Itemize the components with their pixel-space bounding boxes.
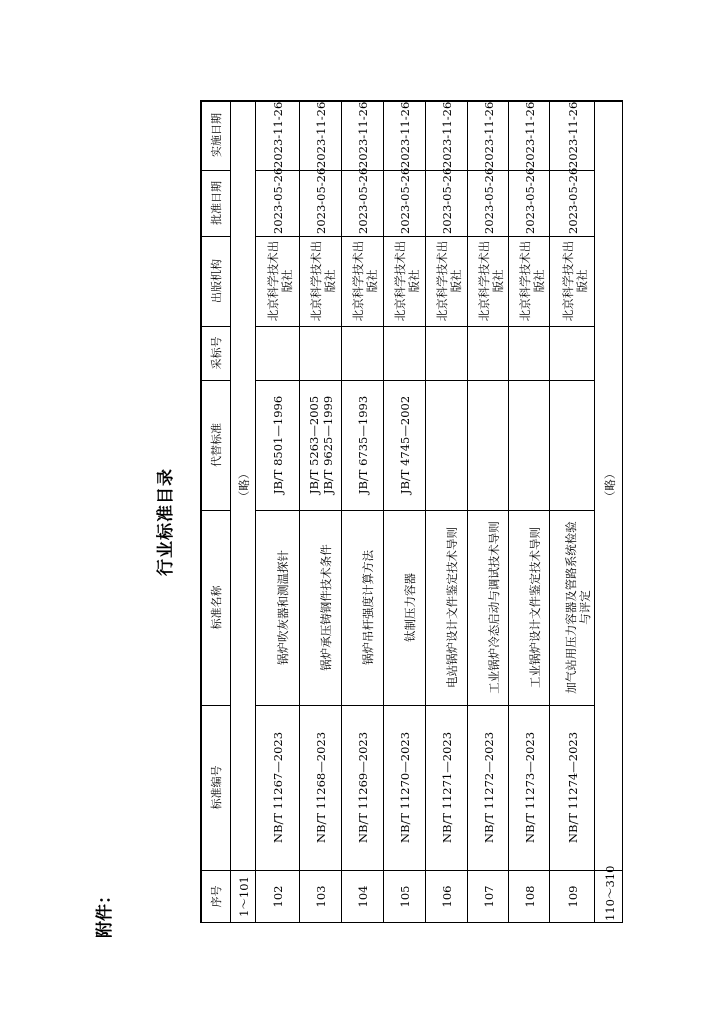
row-106-seq [425,870,467,923]
row-102-approval [255,167,299,236]
row-105-publisher-text: 北京科学技术出版社 [393,240,421,322]
row-105-seq-text: 105 [398,885,413,908]
row-103-code [299,705,341,870]
header-approval [200,170,230,236]
row-102-code-text: NB/T 11267—2023 [271,731,286,844]
row-109-name-text: 加气站用压力容器及管路系统检验与评定 [563,521,592,694]
row-108-replace [508,380,549,510]
row-104-publisher [341,236,383,326]
row-102-name-text: 锅炉吹灰器和测温探针 [276,550,291,665]
row-109-adopt [549,326,594,380]
row-103-publisher-text: 北京科学技术出版社 [309,240,337,322]
omitted-bottom-note-text: （略） [602,467,617,503]
row-104-name-text: 锅炉吊杆强度计算方法 [361,550,376,665]
row-102-replace-line: JB/T 8501—1996 [271,395,286,495]
header-seq [200,870,230,923]
row-108-publisher [508,236,549,326]
header-name [200,510,230,705]
row-108-publisher-text: 北京科学技术出版社 [517,240,546,322]
row-107-seq-text: 107 [481,885,496,908]
row-108-adopt [508,326,549,380]
row-107-impl [467,100,508,170]
row-104-seq-text: 104 [356,885,371,908]
row-107-code [467,705,508,870]
row-103-seq [299,870,341,923]
row-109-publisher [549,236,594,326]
omitted-top-seq [230,870,255,923]
header-adopt [200,326,230,380]
header-publisher-text: 出版机构 [210,259,224,303]
row-107-code-text: NB/T 11272—2023 [481,731,496,844]
row-102-replace [255,380,299,510]
header-replace [200,380,230,510]
row-103-replace-line: JB/T 5263—2005 [307,395,322,495]
row-106-name [425,510,467,705]
row-106-adopt [425,326,467,380]
row-107-adopt [467,326,508,380]
row-103-seq-text: 103 [314,885,329,908]
row-107-approval [467,167,508,236]
row-107-impl-text: 2023-11-26 [481,101,496,168]
omitted-bottom-seq-text: 110～310 [602,865,617,921]
row-102-adopt [255,326,299,380]
row-108-code-text: NB/T 11273—2023 [522,731,537,844]
omitted-top-note-text: （略） [236,467,251,503]
row-103-name-text: 锅炉承压铸钢件技术条件 [319,544,334,671]
row-105-approval-text: 2023-05-26 [398,167,413,234]
row-105-replace [383,380,425,510]
row-106-approval-text: 2023-05-26 [440,167,455,234]
row-109-code-text: NB/T 11274—2023 [565,731,580,844]
row-108-name-text: 工业锅炉设计文件鉴定技术导则 [527,527,542,688]
row-105-impl [383,100,425,170]
row-109-impl [549,100,594,170]
row-104-approval [341,167,383,236]
header-approval-text: 批准日期 [210,181,224,225]
header-adopt-text: 采标号 [210,336,224,370]
row-108-impl-text: 2023-11-26 [522,101,537,168]
row-106-approval [425,167,467,236]
omitted-top-seq-text: 1～101 [236,876,251,917]
row-106-seq-text: 106 [440,885,455,908]
row-105-seq [383,870,425,923]
row-105-name-text: 钛制压力容器 [403,573,418,642]
header-publisher [200,236,230,326]
omitted-top-note [230,100,255,870]
row-106-publisher-text: 北京科学技术出版社 [435,240,463,322]
row-103-name [299,510,341,705]
row-106-name-text: 电站锅炉设计文件鉴定技术导则 [445,527,460,688]
row-107-name [467,510,508,705]
row-107-replace [467,380,508,510]
omitted-bottom-note [594,100,623,870]
row-104-impl [341,100,383,170]
row-103-replace-line: JB/T 9625—1999 [321,395,335,495]
header-seq-text: 序号 [210,885,224,908]
row-103-approval [299,167,341,236]
row-102-name [255,510,299,705]
row-104-code [341,705,383,870]
row-105-code [383,705,425,870]
catalog-table [200,100,623,923]
row-106-replace [425,380,467,510]
row-103-publisher [299,236,341,326]
row-104-replace-line: JB/T 6735—1993 [356,395,371,495]
row-107-approval-text: 2023-05-26 [481,167,496,234]
row-104-approval-text: 2023-05-26 [356,167,371,234]
header-impl-text: 实施日期 [210,113,224,157]
row-105-approval [383,167,425,236]
row-106-impl [425,100,467,170]
header-impl [200,100,230,170]
row-104-adopt [341,326,383,380]
row-109-publisher-text: 北京科学技术出版社 [560,240,589,322]
row-107-name-text: 工业锅炉冷态启动与调试技术导则 [486,521,501,694]
row-104-name [341,510,383,705]
row-107-publisher-text: 北京科学技术出版社 [476,240,505,322]
row-103-impl [299,100,341,170]
row-104-code-text: NB/T 11269—2023 [356,731,371,844]
row-109-approval-text: 2023-05-26 [565,167,580,234]
attachment-label: 附件： [95,887,115,938]
header-name-text: 标准名称 [210,585,224,630]
row-109-seq [549,870,594,923]
row-109-replace [549,380,594,510]
row-107-seq [467,870,508,923]
row-103-impl-text: 2023-11-26 [314,101,329,168]
row-102-code [255,705,299,870]
row-104-impl-text: 2023-11-26 [356,101,371,168]
row-102-impl [255,100,299,170]
row-108-approval-text: 2023-05-26 [522,167,537,234]
header-replace-text: 代替标准 [210,423,224,467]
row-105-replace-line: JB/T 4745—2002 [398,395,413,495]
catalog-title: 行业标准目录 [156,468,176,576]
row-105-code-text: NB/T 11270—2023 [398,731,413,844]
row-102-impl-text: 2023-11-26 [271,101,286,168]
row-109-approval [549,167,594,236]
row-104-seq [341,870,383,923]
row-106-impl-text: 2023-11-26 [440,101,455,168]
row-102-seq [255,870,299,923]
row-103-replace [299,380,341,510]
row-105-name [383,510,425,705]
row-103-code-text: NB/T 11268—2023 [314,731,329,844]
row-105-impl-text: 2023-11-26 [398,101,413,168]
row-102-approval-text: 2023-05-26 [271,167,286,234]
row-109-name [549,510,594,705]
row-108-impl [508,100,549,170]
row-108-seq [508,870,549,923]
row-108-seq-text: 108 [522,885,537,908]
row-109-code [549,705,594,870]
row-109-impl-text: 2023-11-26 [565,101,580,168]
header-code-text: 标准编号 [210,765,224,810]
row-104-replace [341,380,383,510]
row-106-publisher [425,236,467,326]
header-code [200,705,230,870]
row-108-approval [508,167,549,236]
row-104-publisher-text: 北京科学技术出版社 [351,240,379,322]
omitted-bottom-seq [594,865,623,923]
row-102-publisher [255,236,299,326]
row-102-seq-text: 102 [271,885,286,908]
row-109-seq-text: 109 [565,885,580,908]
row-105-publisher [383,236,425,326]
row-107-publisher [467,236,508,326]
row-108-code [508,705,549,870]
row-103-approval-text: 2023-05-26 [314,167,329,234]
row-102-publisher-text: 北京科学技术出版社 [266,240,294,322]
row-108-name [508,510,549,705]
row-106-code-text: NB/T 11271—2023 [440,731,455,844]
row-103-adopt [299,326,341,380]
row-105-adopt [383,326,425,380]
row-106-code [425,705,467,870]
